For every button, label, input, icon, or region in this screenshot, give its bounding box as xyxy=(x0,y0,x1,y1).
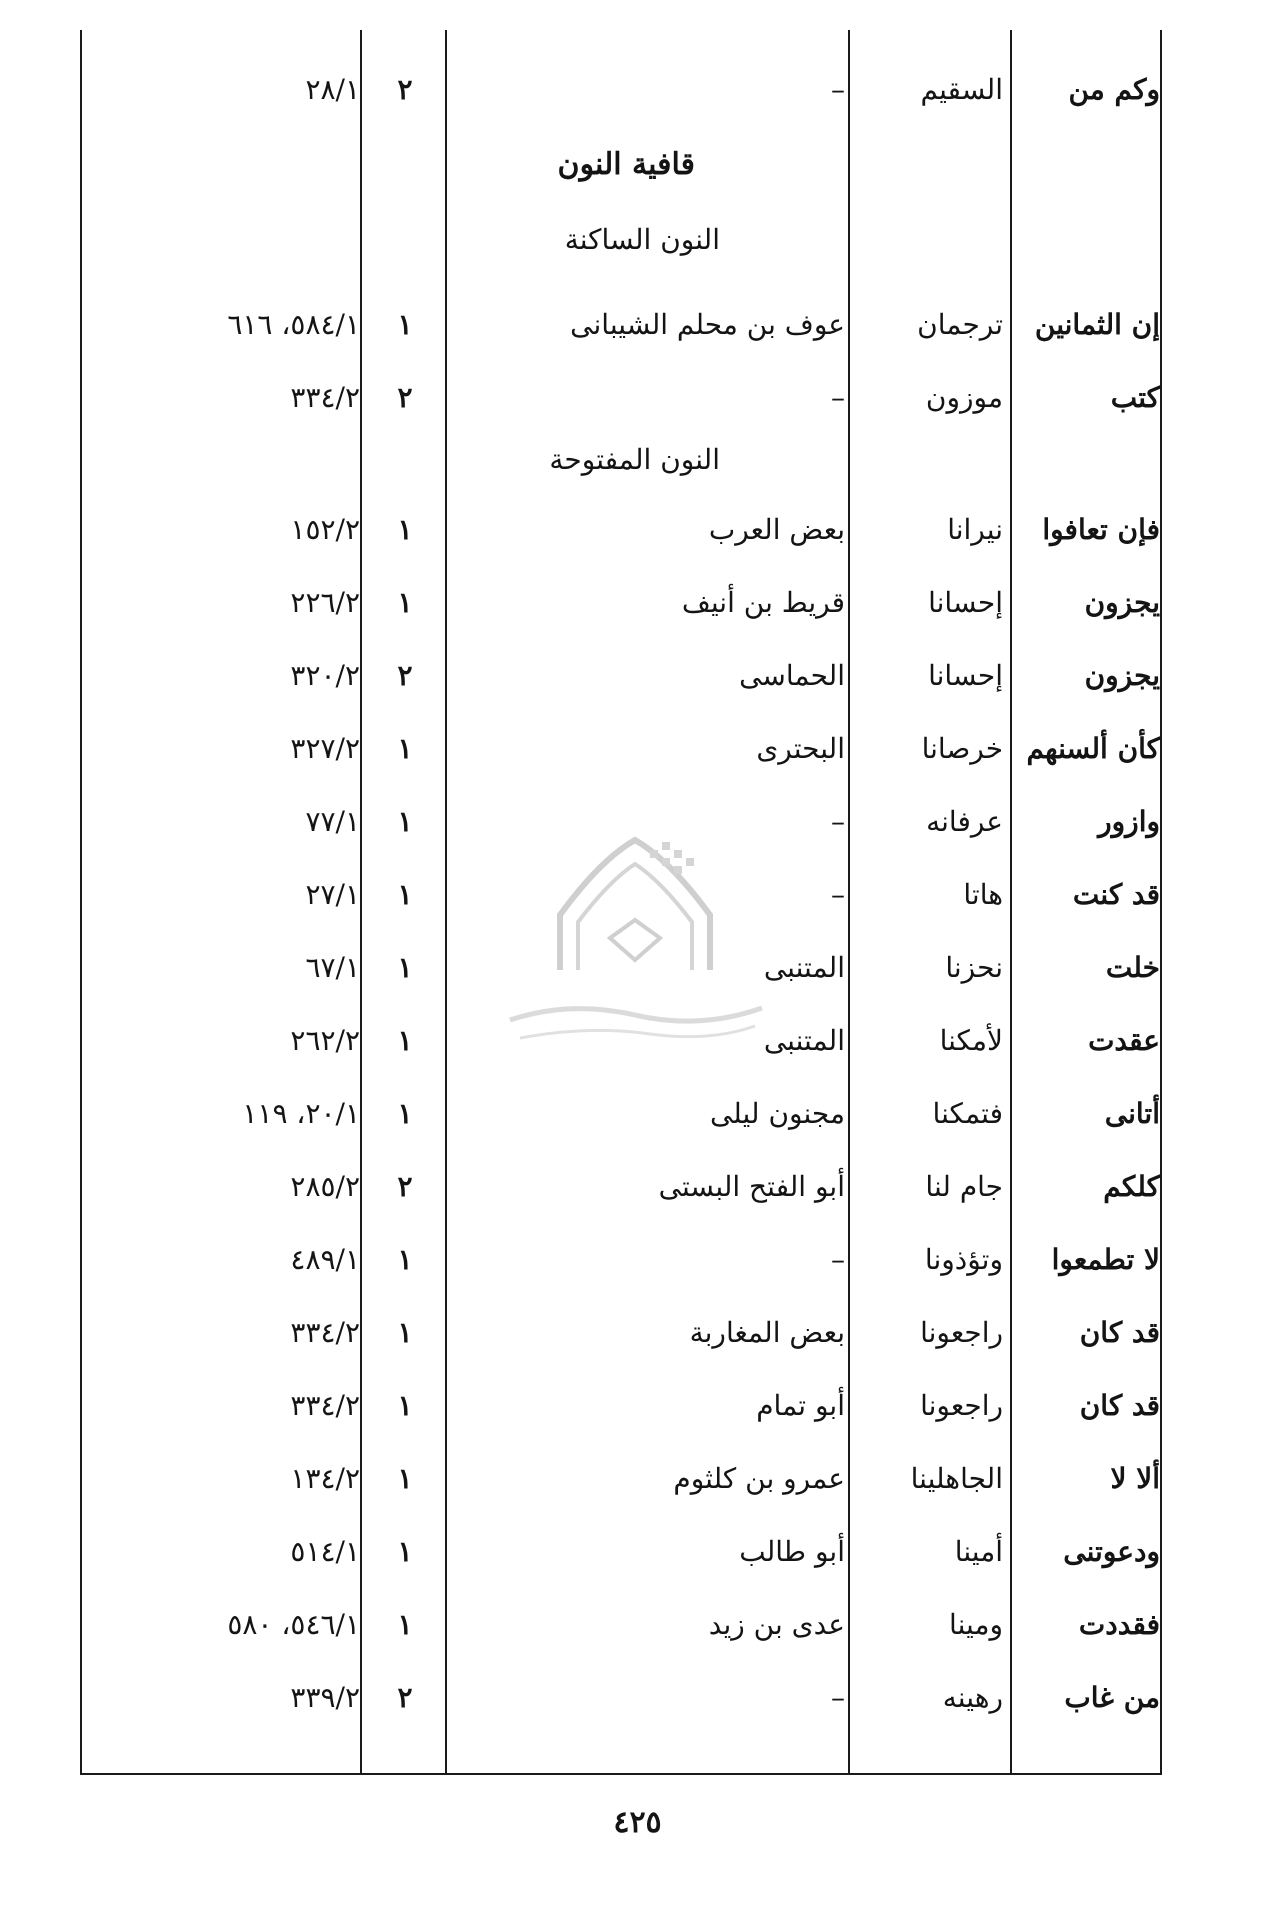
rhyme-word: إحسانا xyxy=(928,586,1003,619)
poet-name: البحترى xyxy=(756,732,845,765)
verse-count: ١ xyxy=(397,1389,413,1422)
poet-name: – xyxy=(831,1243,845,1276)
table-row xyxy=(0,714,1275,784)
rhyme-word: إحسانا xyxy=(928,659,1003,692)
first-words: إن الثمانين xyxy=(1034,308,1160,341)
verse-count: ١ xyxy=(397,732,413,765)
poet-name: قريط بن أنيف xyxy=(681,586,845,619)
page-reference: ٥٤٦/١، ٥٨٠ xyxy=(227,1608,360,1641)
verse-count: ١ xyxy=(397,513,413,546)
table-row xyxy=(0,1298,1275,1368)
verse-count: ١ xyxy=(397,1608,413,1641)
verse-count: ٢ xyxy=(397,381,413,414)
verse-count: ١ xyxy=(397,1462,413,1495)
page-reference: ٣٣٤/٢ xyxy=(290,1316,360,1349)
rhyme-word: نحزنا xyxy=(945,951,1003,984)
poet-name: الحماسى xyxy=(739,659,845,692)
rhyme-word: لأمكنا xyxy=(939,1024,1003,1057)
rhyme-word: خرصانا xyxy=(921,732,1003,765)
table-row xyxy=(0,1663,1275,1733)
first-words: كتب xyxy=(1110,381,1160,414)
poet-name: – xyxy=(831,1681,845,1714)
rhyme-word: راجعونا xyxy=(920,1389,1003,1422)
first-words: لا تطمعوا xyxy=(1051,1243,1160,1276)
verse-count: ٢ xyxy=(397,1681,413,1714)
library-watermark-icon xyxy=(500,820,770,1080)
rhyme-word: ترجمان xyxy=(917,308,1003,341)
first-words: عقدت xyxy=(1088,1024,1160,1057)
rhyme-word: عرفانه xyxy=(926,805,1003,838)
rhyme-word: راجعونا xyxy=(920,1316,1003,1349)
rhyme-word: أمينا xyxy=(954,1535,1003,1568)
page-reference: ١٣٤/٢ xyxy=(290,1462,360,1495)
rhyme-word: موزون xyxy=(925,381,1003,414)
poet-name: أبو طالب xyxy=(739,1535,845,1568)
poet-name: مجنون ليلى xyxy=(709,1097,845,1130)
first-words: فقددت xyxy=(1078,1608,1160,1641)
page-reference: ٣٢٠/٢ xyxy=(290,659,360,692)
table-row xyxy=(0,1225,1275,1295)
page-reference: ٢٦٢/٢ xyxy=(290,1024,360,1057)
page-reference: ٤٨٩/١ xyxy=(290,1243,360,1276)
first-words: وكم من xyxy=(1068,73,1160,106)
verse-count: ٢ xyxy=(397,659,413,692)
page-reference: ٥٨٤/١، ٦١٦ xyxy=(227,308,360,341)
section-heading: قافية النون xyxy=(557,147,695,182)
table-row xyxy=(0,568,1275,638)
table-row xyxy=(0,1590,1275,1660)
page-reference: ٢٨٥/٢ xyxy=(290,1170,360,1203)
poet-name: – xyxy=(831,73,845,106)
rhyme-word: هاتا xyxy=(963,878,1003,911)
poet-name: – xyxy=(831,878,845,911)
verse-count: ٢ xyxy=(397,73,413,106)
table-row xyxy=(0,495,1275,565)
verse-count: ١ xyxy=(397,1024,413,1057)
first-words: ألا لا xyxy=(1110,1462,1160,1495)
page-reference: ٢٧/١ xyxy=(305,878,360,911)
verse-count: ١ xyxy=(397,1097,413,1130)
poet-name: المتنبى xyxy=(763,951,845,984)
table-row xyxy=(0,1444,1275,1514)
first-words: كأن ألسنهم xyxy=(1026,732,1160,765)
page-reference: ٢٠/١، ١١٩ xyxy=(242,1097,360,1130)
table-row xyxy=(0,363,1275,433)
table-row xyxy=(0,1371,1275,1441)
page-reference: ٣٣٤/٢ xyxy=(290,381,360,414)
first-words: خلت xyxy=(1105,951,1160,984)
page-reference: ٢٢٦/٢ xyxy=(290,586,360,619)
page-reference: ٣٢٧/٢ xyxy=(290,732,360,765)
poet-name: أبو تمام xyxy=(756,1389,845,1422)
table-row xyxy=(0,55,1275,125)
rhyme-word: وتؤذونا xyxy=(924,1243,1003,1276)
table-row xyxy=(0,641,1275,711)
table-row xyxy=(0,1517,1275,1587)
verse-count: ١ xyxy=(397,586,413,619)
poet-name: أبو الفتح البستى xyxy=(658,1170,845,1203)
verse-count: ١ xyxy=(397,1535,413,1568)
verse-count: ١ xyxy=(397,951,413,984)
rhyme-word: ومينا xyxy=(949,1608,1003,1641)
verse-count: ١ xyxy=(397,805,413,838)
poet-name: المتنبى xyxy=(763,1024,845,1057)
verse-count: ١ xyxy=(397,1243,413,1276)
first-words: من غاب xyxy=(1064,1681,1160,1714)
page-number: ٤٢٥ xyxy=(613,1805,662,1840)
poet-name: عمرو بن كلثوم xyxy=(673,1462,845,1495)
page-reference: ٣٣٩/٢ xyxy=(290,1681,360,1714)
verse-count: ١ xyxy=(397,308,413,341)
first-words: يجزون xyxy=(1084,586,1160,619)
verse-count: ١ xyxy=(397,1316,413,1349)
first-words: كلكم xyxy=(1103,1170,1160,1203)
poet-name: بعض المغاربة xyxy=(689,1316,845,1349)
poet-name: بعض العرب xyxy=(708,513,845,546)
rhyme-word: جام لنا xyxy=(925,1170,1003,1203)
page-reference: ٢٨/١ xyxy=(305,73,360,106)
table-row xyxy=(0,1152,1275,1222)
rhyme-word: السقيم xyxy=(920,73,1003,106)
poet-name: عدى بن زيد xyxy=(708,1608,845,1641)
first-words: ودعوتنى xyxy=(1063,1535,1160,1568)
rhyme-word: الجاهلينا xyxy=(910,1462,1003,1495)
first-words: أتانى xyxy=(1104,1097,1160,1130)
page-reference: ٦٧/١ xyxy=(305,951,360,984)
poet-name: عوف بن محلم الشيبانى xyxy=(570,308,845,341)
verse-count: ١ xyxy=(397,878,413,911)
first-words: قد كان xyxy=(1079,1316,1160,1349)
page-reference: ٥١٤/١ xyxy=(290,1535,360,1568)
first-words: قد كنت xyxy=(1072,878,1160,911)
poet-name: – xyxy=(831,381,845,414)
first-words: قد كان xyxy=(1079,1389,1160,1422)
page-reference: ٧٧/١ xyxy=(305,805,360,838)
rhyme-word: فتمكنا xyxy=(932,1097,1003,1130)
page-reference: ٣٣٤/٢ xyxy=(290,1389,360,1422)
subsection-heading-maftuha: النون المفتوحة xyxy=(549,443,720,476)
page-reference: ١٥٢/٢ xyxy=(290,513,360,546)
first-words: يجزون xyxy=(1084,659,1160,692)
poet-name: – xyxy=(831,805,845,838)
subsection-heading-sakina: النون الساكنة xyxy=(564,223,720,256)
rhyme-word: نيرانا xyxy=(947,513,1003,546)
first-words: وازور xyxy=(1098,805,1160,838)
rhyme-word: رهينه xyxy=(942,1681,1003,1714)
table-row xyxy=(0,1079,1275,1149)
first-words: فإن تعافوا xyxy=(1042,513,1160,546)
table-row xyxy=(0,290,1275,360)
verse-count: ٢ xyxy=(397,1170,413,1203)
